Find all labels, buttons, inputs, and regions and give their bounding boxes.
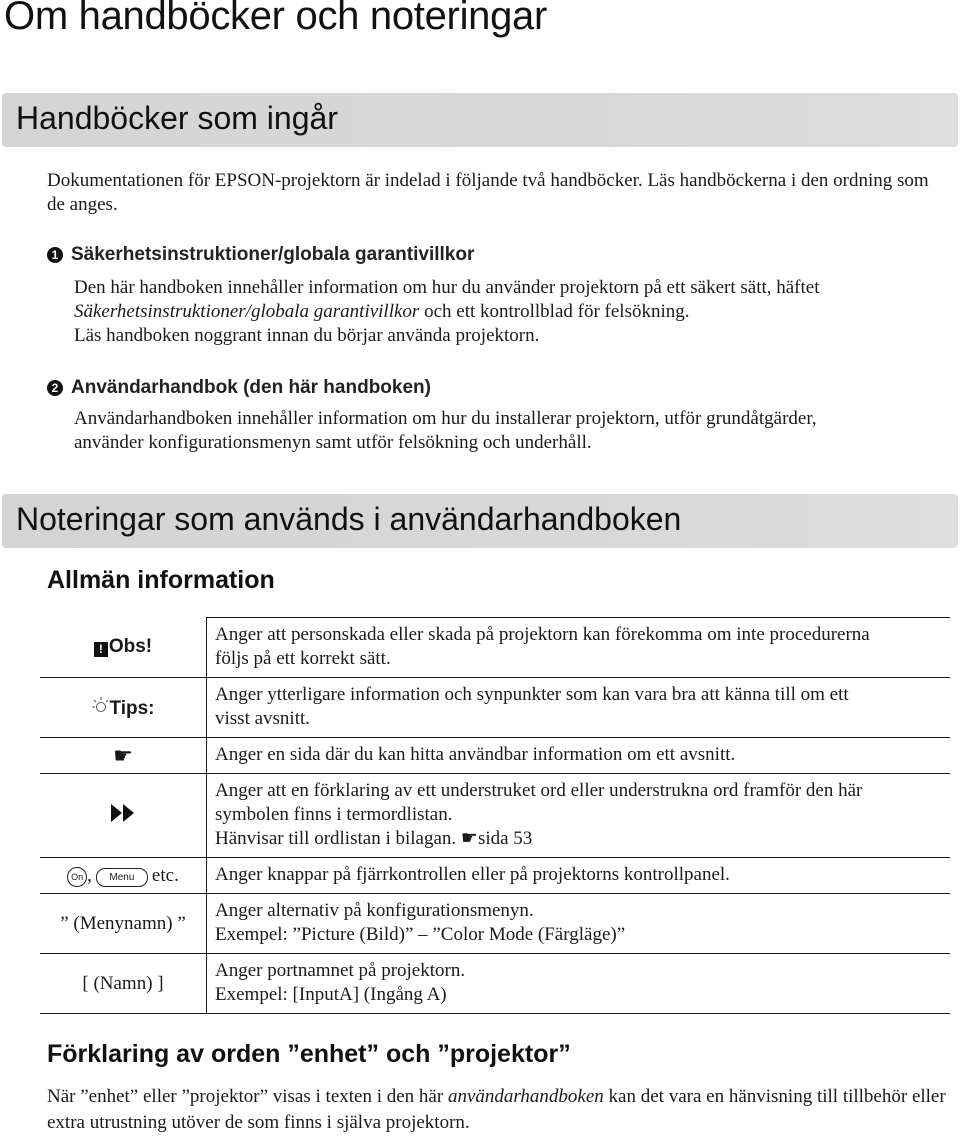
handbook-title-italic: Säkerhetsinstruktioner/globala garantivillkor — [74, 301, 420, 322]
symbol-label: Obs! — [108, 636, 153, 658]
exclamation-box-icon: ! — [94, 642, 108, 657]
subheading: Allmän information — [47, 566, 275, 594]
reference-text: Hänvisar till ordlistan i bilagan. — [215, 828, 461, 849]
on-button-icon: On — [67, 867, 87, 887]
description-cell — [207, 678, 951, 738]
symbol-label: ” (Menynamn) ” — [60, 912, 186, 934]
description-line: Exempel: ”Picture (Bild)” – ”Color Mode (Färgläge)” — [215, 924, 626, 945]
table-row — [40, 618, 950, 678]
symbol-cell — [40, 618, 207, 678]
pointing-hand-icon: ☛ — [113, 742, 133, 768]
section-heading-band — [2, 93, 958, 147]
table-row — [40, 894, 950, 954]
symbol-label: [ (Namn) ] — [82, 972, 164, 994]
description-line: Anger ytterligare information och synpunkter som kan vara bra att känna till om ett — [215, 684, 849, 705]
symbol-cell — [40, 894, 207, 954]
description-cell — [207, 894, 951, 954]
number-badge-icon: 2 — [47, 380, 63, 396]
table-row — [40, 774, 950, 858]
description-cell — [207, 858, 951, 894]
description-line: Anger att personskada eller skada på projektorn kan förekomma om inte procedurerna — [215, 624, 870, 645]
symbol-cell — [40, 678, 207, 738]
reference-page: sida 53 — [477, 828, 533, 849]
menu-button-icon: Menu — [96, 868, 148, 887]
symbol-cell — [40, 774, 207, 858]
item-2-line-1: Användarhandboken innehåller information om hur du installerar projektorn, utför grundåtgärder, — [74, 408, 817, 429]
subheading: Förklaring av orden ”enhet” och ”projektor” — [47, 1040, 571, 1068]
closing-text-start: När ”enhet” eller ”projektor” visas i texten i den här — [47, 1086, 448, 1107]
item-title-text: Användarhandbok (den här handboken) — [71, 377, 431, 398]
lightbulb-icon — [91, 696, 109, 716]
item-title-1 — [47, 244, 474, 266]
number-badge-icon: 1 — [47, 247, 63, 263]
section-heading: Noteringar som används i användarhandboken — [16, 501, 682, 537]
table-row — [40, 858, 950, 894]
closing-paragraph — [47, 1084, 947, 1136]
description-line: Anger att en förklaring av ett understruket ord eller understrukna ord framför den här — [215, 780, 863, 801]
table-row — [40, 954, 950, 1014]
symbol-cell: On , Menu etc. — [40, 858, 207, 894]
description-cell — [207, 774, 951, 858]
closing-text-italic: användarhandboken — [447, 1086, 604, 1107]
symbol-cell — [40, 738, 207, 774]
closing-text-end: kan det vara en hänvisning till tillbehör eller extra utrustning utöver de som finns i själva projektorn. — [47, 1086, 946, 1133]
symbol-suffix: etc. — [151, 864, 179, 886]
description-line: Exempel: [InputA] (Ingång A) — [215, 984, 447, 1005]
item-1-line-2 — [74, 300, 690, 324]
section-heading: Handböcker som ingår — [16, 100, 338, 136]
notation-table — [40, 617, 950, 1014]
description-cell — [207, 954, 951, 1014]
symbol-label: Tips: — [109, 697, 155, 719]
table-row — [40, 678, 950, 738]
item-2-line-2: använder konfigurationsmenyn samt utför felsökning och underhåll. — [74, 432, 592, 453]
intro-paragraph: Dokumentationen för EPSON-projektorn är indelad i följande två handböcker. Läs handböckerna i den ordning som de anges. — [47, 170, 929, 215]
description-line: Anger portnamnet på projektorn. — [215, 960, 466, 981]
symbol-cell — [40, 954, 207, 1014]
description-line: följs på ett korrekt sätt. — [215, 648, 391, 669]
table-row — [40, 738, 950, 774]
description-cell — [207, 738, 951, 774]
description-line: Anger knappar på fjärrkontrollen eller på projektorns kontrollpanel. — [215, 864, 730, 885]
description-line: Anger en sida där du kan hitta användbar information om ett avsnitt. — [215, 744, 736, 765]
item-1-line-3: Läs handboken noggrant innan du börjar använda projektorn. — [74, 325, 540, 346]
section-heading-band — [2, 494, 958, 548]
description-line: Anger alternativ på konfigurationsmenyn. — [215, 900, 534, 921]
description-line: visst avsnitt. — [215, 708, 311, 729]
double-arrow-icon — [110, 803, 136, 823]
description-cell — [207, 618, 951, 678]
description-line: symbolen finns i termordlistan. — [215, 804, 453, 825]
page-title: Om handböcker och noteringar — [4, 0, 548, 38]
glossary-reference — [215, 827, 950, 851]
item-title-2 — [47, 377, 431, 399]
item-1-line-2-rest: och ett kontrollblad för felsökning. — [419, 301, 690, 322]
item-title-text: Säkerhetsinstruktioner/globala garantivillkor — [71, 244, 475, 265]
item-1-line-1: Den här handboken innehåller information om hur du använder projektorn på ett säkert sätt, häftet — [74, 277, 820, 298]
pointing-hand-icon: ☛ — [460, 828, 478, 849]
